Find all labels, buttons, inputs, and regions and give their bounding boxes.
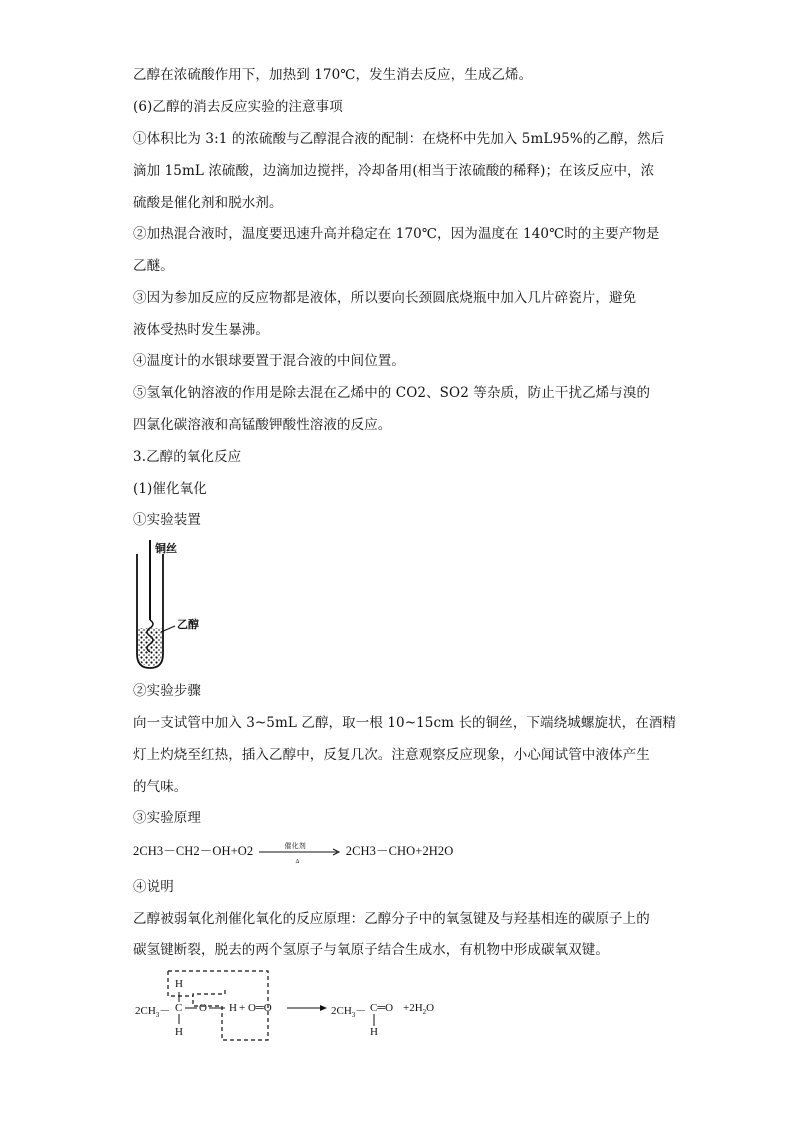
reactant-bottom-h: H <box>175 1026 183 1038</box>
item-heading-principle: ③实验原理 <box>133 810 201 826</box>
line-5: 硫酸是催化剂和脱水剂。 <box>133 195 283 211</box>
line-10: ④温度计的水银球要置于混合液的中间位置。 <box>133 353 405 369</box>
item-heading-steps: ②实验步骤 <box>133 683 201 699</box>
note-line-2: 碳氢键断裂，脱去的两个氢原子与氧原子结合生成水，有机物中形成碳氧双键。 <box>133 942 609 958</box>
section-heading-6: (6)乙醇的消去反应实验的注意事项 <box>133 99 343 115</box>
wire-label: 铜丝 <box>155 542 177 555</box>
line-6: ②加热混合液时，温度要迅速升高并稳定在 170℃，因为温度在 140℃时的主要产物是 <box>133 226 660 242</box>
section-heading-3: 3.乙醇的氧化反应 <box>133 449 242 465</box>
product-water: $+2H_2O$ <box>403 1002 435 1017</box>
steps-line-3: 的气味。 <box>133 779 188 795</box>
test-tube-diagram <box>135 536 225 672</box>
arrow-icon <box>259 845 341 859</box>
hydroxyl-h: H <box>229 1002 237 1014</box>
subsection-heading-1: (1)催化氧化 <box>133 481 207 497</box>
equation-left: 2CH3－CH2－OH+O2 <box>133 844 254 858</box>
line-7: 乙醚。 <box>133 258 174 274</box>
reactant-oxygen: O <box>199 1002 207 1014</box>
test-tube-figure <box>135 536 225 672</box>
reactant-ch3: $2CH_3-$ <box>135 1005 171 1020</box>
line-12: 四氯化碳溶液和高锰酸钾酸性溶液的反应。 <box>133 417 392 433</box>
liquid-label: 乙醇 <box>177 618 199 631</box>
reaction-equation <box>133 842 663 866</box>
line-11: ⑤氢氧化钠溶液的作用是除去混在乙烯中的 CO2、SO2 等杂质，防止干扰乙烯与溴的 <box>133 385 651 401</box>
catalyst-label: 催化剂 <box>284 842 306 851</box>
line-9: 液体受热时发生暴沸。 <box>133 322 269 338</box>
product-h: H <box>370 1026 378 1038</box>
steps-line-1: 向一支试管中加入 3~5mL 乙醇，取一根 10~15cm 长的铜丝，下端绕城螺旋状，在酒精 <box>133 715 677 731</box>
line-4: 滴加 15mL 浓硫酸，边滴加边搅拌，冷却备用(相当于浓硫酸的稀释)；在该反应中，浓 <box>133 163 655 179</box>
steps-line-2: 灯上灼烧至红热，插入乙醇中，反复几次。注意观察反应现象，小心闻试管中液体产生 <box>133 747 650 763</box>
product-carbonyl: C═O <box>370 1002 394 1014</box>
line-8: ③因为参加反应的反应物都是液体，所以要向长颈圆底烧瓶中加入几片碎瓷片，避免 <box>133 290 637 306</box>
condition-label: Δ <box>295 859 300 866</box>
product-ch3: $2CH_3-$ <box>331 1005 367 1020</box>
reactant-carbon: C <box>175 1002 183 1014</box>
item-heading-note: ④说明 <box>133 879 174 895</box>
ethanol-liquid <box>139 628 162 666</box>
mechanism-figure <box>133 966 453 1042</box>
line-1: 乙醇在浓硫酸作用下，加热到 170℃，发生消去反应，生成乙烯。 <box>133 67 533 83</box>
reaction-arrow <box>259 842 341 866</box>
equation-right: 2CH3－CHO+2H2O <box>345 844 454 858</box>
note-line-1: 乙醇被弱氧化剂催化氧化的反应原理：乙醇分子中的氧氢键及与羟基相连的碳原子上的 <box>133 911 650 927</box>
line-3: ①体积比为 3:1 的浓硫酸与乙醇混合液的配制：在烧杯中先加入 5mL95%的乙醇，然后 <box>133 131 665 147</box>
reactant-top-h: H <box>175 978 183 990</box>
oxygen-molecule: + O═O <box>239 1002 272 1014</box>
item-heading-apparatus: ①实验装置 <box>133 512 201 528</box>
